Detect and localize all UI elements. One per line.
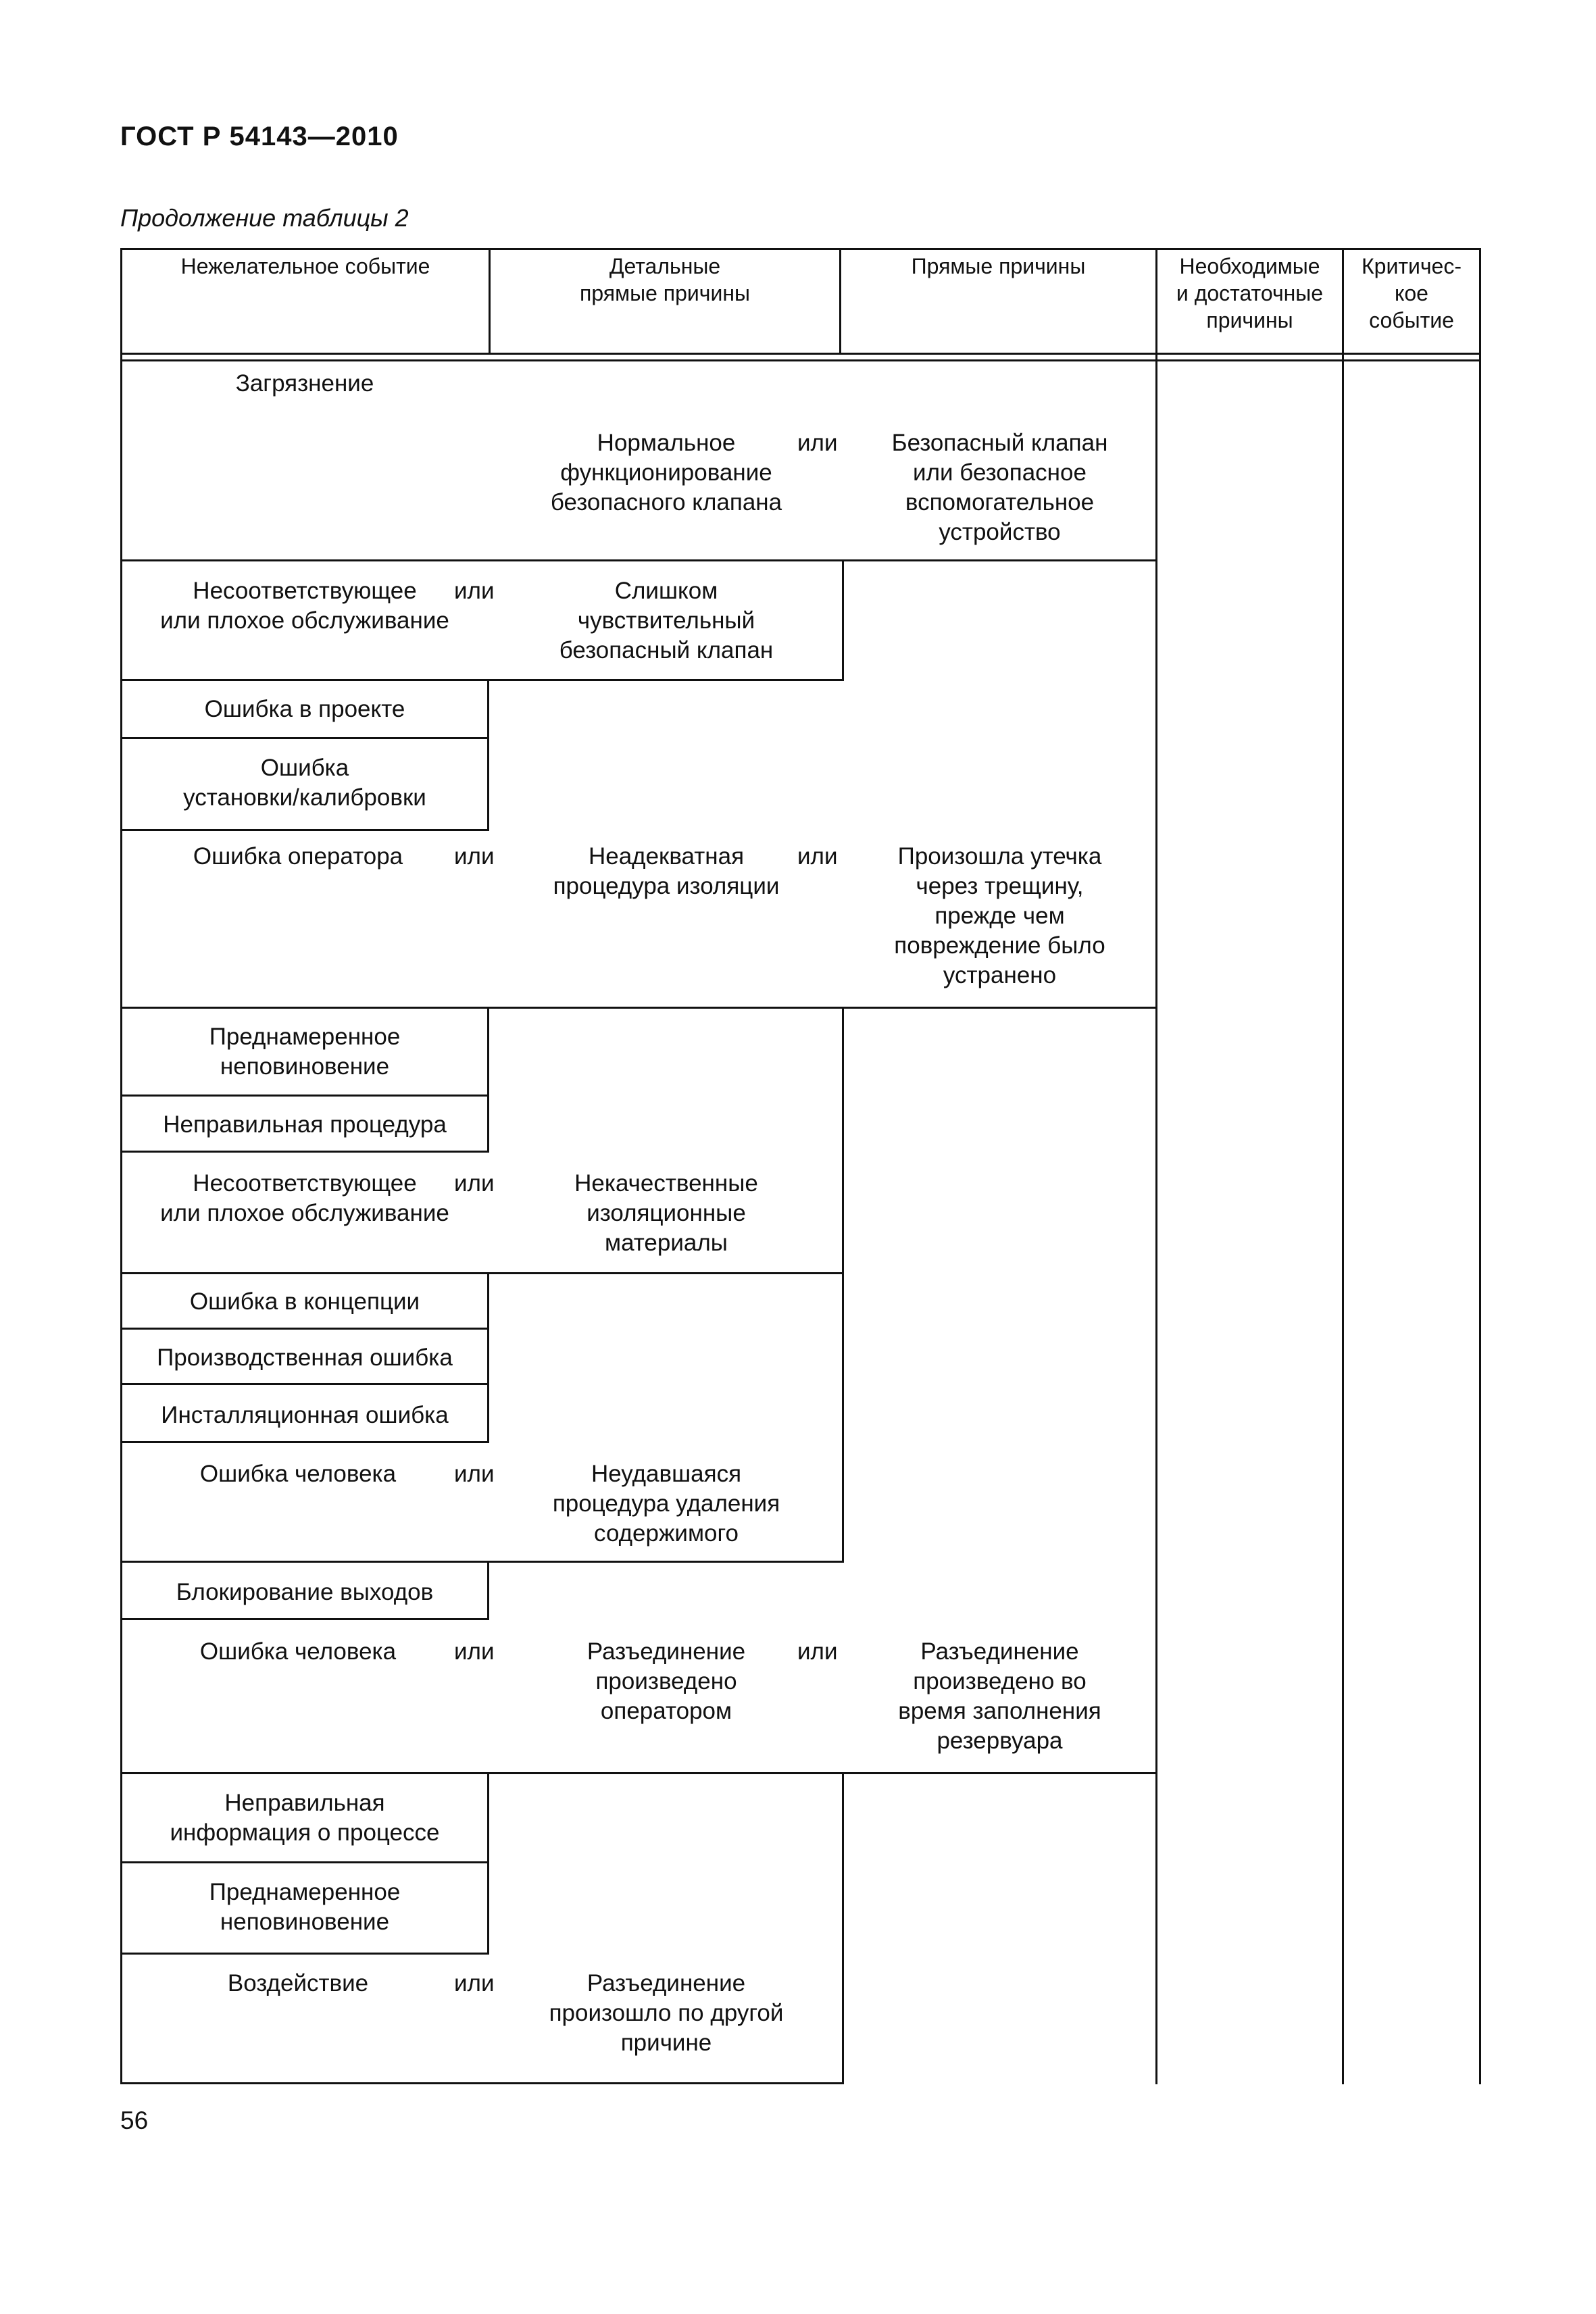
or-label: или	[454, 1170, 495, 1197]
cell-installyacionnaya-oshibka: Инсталляционная ошибка	[161, 1402, 449, 1428]
page-number: 56	[120, 2107, 149, 2134]
cell-nepravilnaya-procedura: Неправильная процедура	[163, 1111, 447, 1138]
cell-bezopasny-klapan: Безопасный клапан или безопасное вспомогательное устройство	[891, 430, 1108, 545]
or-label: или	[797, 1638, 838, 1665]
cell-prednamerennoe-2: Преднамеренное неповиновение	[209, 1879, 401, 1935]
column-header-critical-event: Критичес- кое событие	[1362, 254, 1462, 332]
cell-oshibka-v-proekte: Ошибка в проекте	[204, 696, 405, 722]
cell-razedinenie-drugoy-prichine: Разъединение произошло по другой причине	[549, 1970, 784, 2056]
cell-oshibka-cheloveka-1: Ошибка человека	[199, 1461, 397, 1487]
cell-vozdeystvie: Воздействие	[227, 1970, 369, 1996]
column-header-direct-causes: Прямые причины	[911, 254, 1086, 278]
cell-razedinenie-operatorom: Разъединение произведено оператором	[587, 1638, 746, 1724]
cell-prednamerennoe-1: Преднамеренное неповиновение	[209, 1024, 401, 1080]
cell-nesootvetstvuyuschee-2: Несоответствующее или плохое обслуживание	[160, 1170, 449, 1226]
cell-proizoshla-utechka: Произошла утечка через трещину, прежде чем повреждение было устранено	[894, 843, 1105, 988]
document-standard-id: ГОСТ Р 54143—2010	[120, 122, 399, 151]
cell-zagryaznenie: Загрязнение	[235, 370, 374, 397]
or-label: или	[454, 843, 495, 870]
or-label: или	[454, 578, 495, 604]
column-header-necessary-sufficient-causes: Необходимые и достаточные причины	[1176, 254, 1324, 332]
cell-proizvodstvennaya-oshibka: Производственная ошибка	[157, 1344, 453, 1371]
cell-oshibka-operatora: Ошибка оператора	[193, 843, 403, 870]
column-header-undesired-event: Нежелательное событие	[180, 254, 430, 278]
cell-razedinenie-rezervuar: Разъединение произведено во время заполнения резервуара	[898, 1638, 1101, 1754]
cell-blokirovanie-vyhodov: Блокирование выходов	[176, 1579, 434, 1605]
table-caption: Продолжение таблицы 2	[120, 204, 409, 232]
or-label: или	[454, 1970, 495, 1996]
cell-normalnoe-funkcionirovanie: Нормальное функционирование безопасного клапана	[550, 430, 782, 515]
cell-nesootvetstvuyuschee-1: Несоответствующее или плохое обслуживание	[160, 578, 449, 634]
cell-neadekvatnaya-procedura: Неадекватная процедура изоляции	[553, 843, 780, 899]
cell-nepravilnaya-informaciya: Неправильная информация о процессе	[170, 1790, 440, 1846]
cell-oshibka-cheloveka-2: Ошибка человека	[199, 1638, 397, 1665]
column-header-detailed-direct-causes: Детальные прямые причины	[580, 254, 750, 305]
or-label: или	[797, 430, 838, 456]
cell-slishkom-chuvstvitelny: Слишком чувствительный безопасный клапан	[559, 578, 774, 663]
or-label: или	[797, 843, 838, 870]
or-label: или	[454, 1461, 495, 1487]
or-label: или	[454, 1638, 495, 1665]
cell-nekachestvennye-materialy: Некачественные изоляционные материалы	[574, 1170, 758, 1256]
cell-oshibka-ustanovki: Ошибка установки/калибровки	[183, 755, 426, 811]
cell-oshibka-v-koncepcii: Ошибка в концепции	[189, 1288, 420, 1315]
cell-neudavshayasya-procedura: Неудавшаяся процедура удаления содержимого	[552, 1461, 780, 1546]
